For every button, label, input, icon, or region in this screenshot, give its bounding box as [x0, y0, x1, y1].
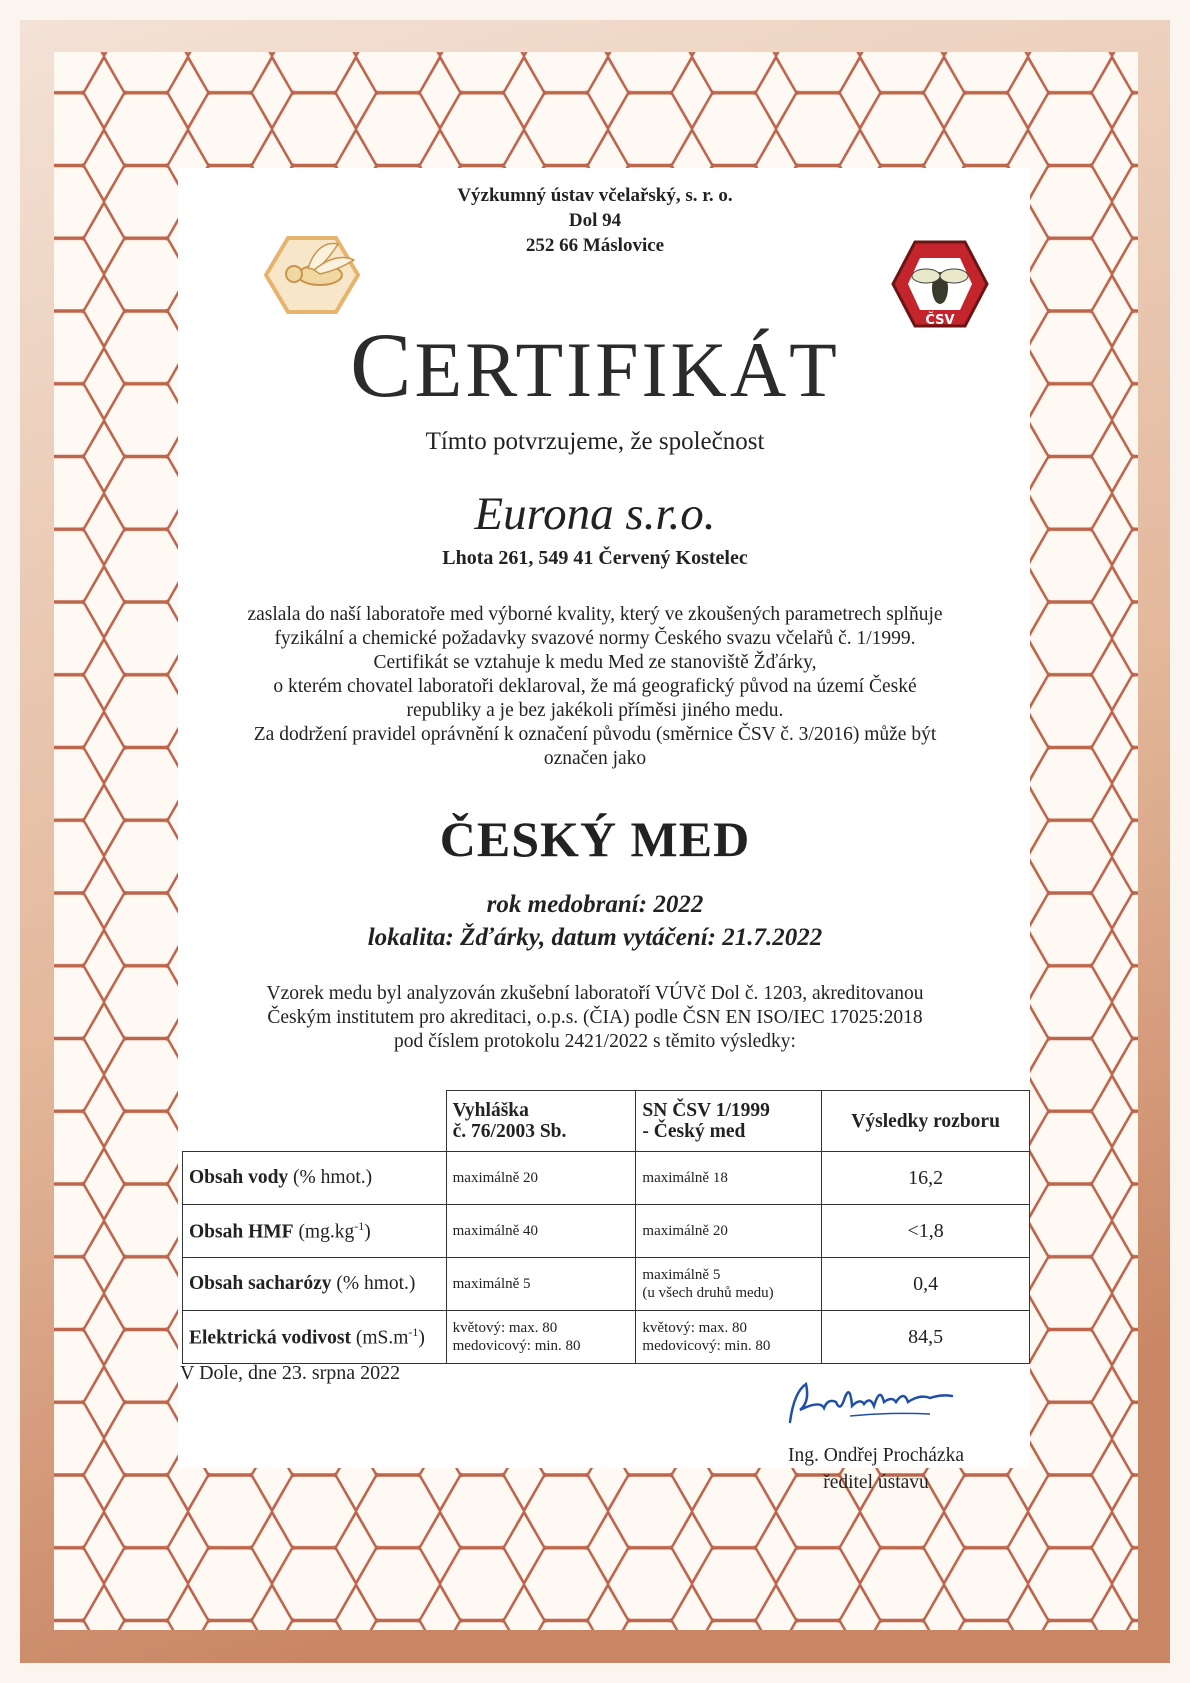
company-name: Eurona s.r.o.	[474, 488, 716, 540]
paragraph-line: republiky a je bez jakékoli příměsi jiného medu.	[406, 700, 784, 721]
company-address: Lhota 261, 549 41 Červený Kostelec	[442, 547, 748, 569]
limit-norma: maximálně 20	[636, 1205, 822, 1258]
certificate-paragraph	[0, 603, 1190, 771]
institute-street: Dol 94	[568, 210, 622, 231]
row-label: Obsah sacharózy (% hmot.)	[183, 1258, 447, 1311]
row-label: Obsah vody (% hmot.)	[183, 1152, 447, 1205]
institute-city: 252 66 Máslovice	[525, 235, 665, 256]
table-row	[183, 1205, 1030, 1258]
title-initial: C	[350, 314, 415, 416]
limit-vyhlaska: maximálně 5	[446, 1258, 636, 1311]
harvest-year: rok medobraní: 2022	[486, 891, 704, 918]
paragraph-line: Za dodržení pravidel oprávnění k označení původu (směrnice ČSV č. 3/2016) může být	[253, 724, 937, 745]
signature-icon	[780, 1372, 960, 1437]
signer-block	[716, 1442, 1036, 1496]
paragraph-line: o kterém chovatel laboratoři deklaroval, že má geografický původ na území České	[273, 676, 917, 697]
limit-norma: maximálně 5 (u všech druhů medu)	[636, 1258, 822, 1311]
results-table	[182, 1090, 1030, 1364]
limit-vyhlaska: maximálně 40	[446, 1205, 636, 1258]
date-place: V Dole, dne 23. srpna 2022	[180, 1362, 401, 1384]
lab-line: pod číslem protokolu 2421/2022 s těmito výsledky:	[394, 1031, 796, 1052]
limit-norma: maximálně 18	[636, 1152, 822, 1205]
signer-role: ředitel ústavu	[823, 1472, 929, 1493]
paragraph-line: zaslala do naší laboratoře med výborné kvality, který ve zkoušených parametrech splňuje	[247, 604, 943, 625]
result-value: 84,5	[822, 1311, 1030, 1364]
harvest-locality: lokalita: Žďárky, datum vytáčení: 21.7.2022	[367, 924, 823, 951]
institute-name: Výzkumný ústav včelařský, s. r. o.	[457, 185, 733, 206]
paragraph-line: fyzikální a chemické požadavky svazové normy Českého svazu včelařů č. 1/1999.	[274, 628, 916, 649]
row-label: Elektrická vodivost $(mS.m^{-1})$	[183, 1311, 447, 1364]
table-row	[183, 1152, 1030, 1205]
lab-statement	[0, 982, 1190, 1054]
paragraph-line: označen jako	[543, 748, 647, 769]
product-designation: ČESKÝ MED	[439, 811, 751, 867]
limit-vyhlaska: maximálně 20	[446, 1152, 636, 1205]
table-row	[183, 1258, 1030, 1311]
limit-norma: květový: max. 80 medovicový: min. 80	[636, 1311, 822, 1364]
header-results: Výsledky rozboru	[822, 1091, 1030, 1152]
paragraph-line: Certifikát se vztahuje k medu Med ze stanoviště Žďárky,	[373, 652, 817, 673]
signer-name: Ing. Ondřej Procházka	[788, 1445, 964, 1466]
table-row	[183, 1311, 1030, 1364]
certificate-title	[0, 312, 1190, 418]
lab-line: Českým institutem pro akreditaci, o.p.s. (ČIA) podle ČSN EN ISO/IEC 17025:2018	[267, 1007, 923, 1028]
intro-text: Tímto potvrzujeme, že společnost	[425, 428, 765, 455]
table-header-row	[183, 1091, 1030, 1152]
header-vyhlaska: Vyhláška č. 76/2003 Sb.	[446, 1091, 636, 1152]
header-norma: SN ČSV 1/1999 - Český med	[636, 1091, 822, 1152]
institute-address	[0, 183, 1190, 258]
row-label: Obsah HMF $(mg.kg^{-1})$	[183, 1205, 447, 1258]
harvest-info	[0, 888, 1190, 954]
lab-line: Vzorek medu byl analyzován zkušební laboratoří VÚVč Dol č. 1203, akreditovanou	[266, 983, 924, 1004]
result-value: <1,8	[822, 1205, 1030, 1258]
result-value: 16,2	[822, 1152, 1030, 1205]
title-rest: ERTIFIKÁT	[414, 326, 840, 413]
svg-text:ČSV: ČSV	[925, 313, 955, 328]
result-value: 0,4	[822, 1258, 1030, 1311]
limit-vyhlaska: květový: max. 80 medovicový: min. 80	[446, 1311, 636, 1364]
